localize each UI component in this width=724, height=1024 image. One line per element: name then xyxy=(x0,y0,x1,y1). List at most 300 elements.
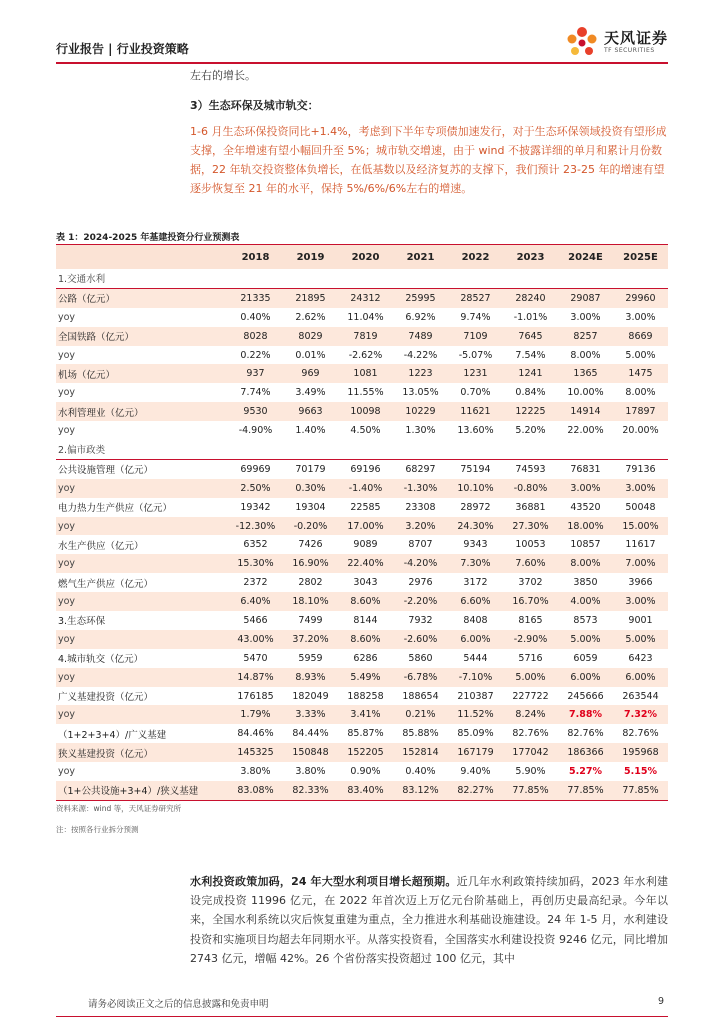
tf-securities-logo-icon xyxy=(564,24,600,60)
table-cell: 9001 xyxy=(628,614,653,626)
table-cell: 5.49% xyxy=(338,668,393,687)
table-cell: 83.40% xyxy=(338,781,393,800)
table-cell: 3.00% xyxy=(558,479,613,498)
table-cell: 5.00% xyxy=(503,668,558,687)
table-cell: 10.10% xyxy=(448,479,503,498)
table-cell: 11617 xyxy=(625,539,656,551)
table-cell: 17897 xyxy=(613,402,668,421)
table-cell: 77.85% xyxy=(503,781,558,800)
table-cell: 3.80% xyxy=(295,766,326,778)
table-cell: 188258 xyxy=(347,690,384,702)
table-cell: 152814 xyxy=(393,743,448,762)
table-cell: 2372 xyxy=(243,577,268,589)
table-cell xyxy=(338,269,393,288)
table-cell: 8144 xyxy=(353,614,378,626)
table-cell: 5959 xyxy=(298,652,323,664)
table-cell: 20.00% xyxy=(622,425,659,437)
table-cell: 176185 xyxy=(237,690,274,702)
table-cell: 82.76% xyxy=(622,728,659,740)
table-row xyxy=(56,743,668,762)
intro-line: 左右的增长。 xyxy=(190,69,256,82)
table-cell: 5716 xyxy=(518,652,543,664)
table-cell: 77.85% xyxy=(613,781,668,800)
table-cell: 16.90% xyxy=(283,554,338,573)
row-label: yoy xyxy=(58,387,76,399)
table-cell: 7.00% xyxy=(613,554,668,573)
table-cell: 7.54% xyxy=(515,349,546,361)
table-cell: 15.30% xyxy=(228,554,283,573)
table-cell: 0.01% xyxy=(295,349,326,361)
row-label: yoy xyxy=(58,349,76,361)
table-cell: 8029 xyxy=(283,327,338,346)
table-cell xyxy=(558,269,613,288)
table-row xyxy=(56,327,668,346)
table-cell: 6352 xyxy=(243,539,268,551)
table-cell: 21335 xyxy=(228,288,283,307)
table-cell: 152205 xyxy=(338,743,393,762)
table-cell: 9663 xyxy=(283,402,338,421)
table-cell: 27.30% xyxy=(503,517,558,536)
table-cell: 28240 xyxy=(503,288,558,307)
table-header-cell: 2020 xyxy=(338,245,393,270)
table-header-cell: 2019 xyxy=(283,245,338,270)
table-cell: 8669 xyxy=(613,327,668,346)
table-cell: 3.00% xyxy=(625,311,656,323)
row-label: yoy xyxy=(58,766,76,778)
logo-cn-text: 天风证券 xyxy=(603,28,668,47)
table-cell: 15.00% xyxy=(613,517,668,536)
table-cell: 11.55% xyxy=(347,387,384,399)
table-cell: 6.00% xyxy=(613,668,668,687)
table-cell: 2802 xyxy=(298,577,323,589)
table-cell: 75194 xyxy=(460,463,491,475)
table-cell: 7.74% xyxy=(240,387,271,399)
table-cell: 7.88% xyxy=(558,705,613,724)
table-cell: 9.40% xyxy=(460,766,491,778)
table-cell: 5.27% xyxy=(569,766,602,778)
table-cell xyxy=(613,440,668,459)
table-header-cell xyxy=(56,245,228,270)
row-label: 机场（亿元） xyxy=(56,364,228,383)
table-cell: 1231 xyxy=(448,364,503,383)
table-cell: 28972 xyxy=(460,501,491,513)
table-cell: 85.87% xyxy=(347,728,384,740)
table-cell: 69969 xyxy=(240,463,271,475)
table-cell xyxy=(338,440,393,459)
table-cell: 29087 xyxy=(558,288,613,307)
table-cell: 25995 xyxy=(393,288,448,307)
table-cell: 43.00% xyxy=(228,630,283,649)
table-cell: 5470 xyxy=(243,652,268,664)
row-label: （1+公共设施+3+4）/狭义基建 xyxy=(56,781,228,800)
table-cell: 82.76% xyxy=(512,728,549,740)
table-cell: 7109 xyxy=(448,327,503,346)
table-cell: 0.22% xyxy=(240,349,271,361)
table-cell: 10098 xyxy=(338,402,393,421)
table-cell: 50048 xyxy=(625,501,656,513)
table-cell: 6.00% xyxy=(448,630,503,649)
table-cell: 7645 xyxy=(503,327,558,346)
table-header-cell: 2023 xyxy=(503,245,558,270)
table-cell: 12225 xyxy=(503,402,558,421)
table-row xyxy=(56,421,668,440)
table-cell: 3.80% xyxy=(240,766,271,778)
table-cell: 0.40% xyxy=(405,766,436,778)
table-cell: 69196 xyxy=(350,463,381,475)
table-cell: 82.76% xyxy=(567,728,604,740)
table-cell: 4.00% xyxy=(558,592,613,611)
table-cell: 195968 xyxy=(613,743,668,762)
table-cell: 167179 xyxy=(448,743,503,762)
table-cell: 8.00% xyxy=(625,387,656,399)
table-cell: 3.00% xyxy=(613,592,668,611)
table-cell: 8028 xyxy=(228,327,283,346)
table-cell: 22.00% xyxy=(567,425,604,437)
table-cell xyxy=(448,269,503,288)
table-note: 注：按照各行业拆分预测 xyxy=(56,825,139,834)
table-cell: 13.05% xyxy=(402,387,439,399)
table-cell: 29960 xyxy=(613,288,668,307)
table-cell: 5466 xyxy=(243,614,268,626)
table-cell: 70179 xyxy=(295,463,326,475)
table-cell: 5.00% xyxy=(613,630,668,649)
table-row xyxy=(56,705,668,724)
table-row xyxy=(56,269,668,288)
row-label: yoy xyxy=(58,311,76,323)
table-cell: 14.87% xyxy=(228,668,283,687)
row-label: 水生产供应（亿元） xyxy=(58,540,144,552)
table-cell: -2.60% xyxy=(393,630,448,649)
table-cell: 0.21% xyxy=(393,705,448,724)
row-label: 3.生态环保 xyxy=(58,616,106,628)
table-row xyxy=(56,517,668,536)
table-cell: 24.30% xyxy=(448,517,503,536)
table-cell: 3.00% xyxy=(613,479,668,498)
table-cell: -2.20% xyxy=(393,592,448,611)
table-cell: 79136 xyxy=(625,463,656,475)
table-cell: 8573 xyxy=(573,614,598,626)
table-cell: 3850 xyxy=(573,577,598,589)
table-cell: 1.30% xyxy=(405,425,436,437)
table-cell: 37.20% xyxy=(283,630,338,649)
row-label: yoy xyxy=(56,630,228,649)
table-cell: 0.40% xyxy=(240,311,271,323)
company-logo xyxy=(564,22,668,62)
table-cell: 7426 xyxy=(298,539,323,551)
table-cell: 10.00% xyxy=(567,387,604,399)
table-cell: 23308 xyxy=(405,501,436,513)
table-row xyxy=(56,440,668,459)
table-cell: 17.00% xyxy=(338,517,393,536)
row-label: 水利管理业（亿元） xyxy=(56,402,228,421)
table-cell: 8408 xyxy=(463,614,488,626)
table-cell: 1475 xyxy=(613,364,668,383)
table-cell: 18.10% xyxy=(283,592,338,611)
table-cell: 68297 xyxy=(405,463,436,475)
table-cell: -2.62% xyxy=(348,349,383,361)
table-cell: 5444 xyxy=(463,652,488,664)
table-cell: 8.24% xyxy=(503,705,558,724)
table-row xyxy=(56,364,668,383)
table-cell xyxy=(228,269,283,288)
table-row xyxy=(56,592,668,611)
table-cell: 9089 xyxy=(353,539,378,551)
table-cell: 82.27% xyxy=(448,781,503,800)
table-header-cell: 2024E xyxy=(558,245,613,270)
table-cell: 0.70% xyxy=(460,387,491,399)
table-cell: 85.88% xyxy=(402,728,439,740)
table-cell: 5.00% xyxy=(625,349,656,361)
page-number: 9 xyxy=(657,996,664,1007)
table-cell: 5860 xyxy=(408,652,433,664)
table-cell: -2.90% xyxy=(503,630,558,649)
table-cell: 43520 xyxy=(570,501,601,513)
table-cell: 7.32% xyxy=(613,705,668,724)
table-cell xyxy=(503,440,558,459)
table-header-cell: 2022 xyxy=(448,245,503,270)
row-label: yoy xyxy=(56,668,228,687)
table-source: 资料来源：wind 等，天风证券研究所 xyxy=(56,804,182,813)
table-row xyxy=(56,762,668,781)
table-cell: 83.08% xyxy=(228,781,283,800)
table-caption: 表 1：2024-2025 年基建投资分行业预测表 xyxy=(56,233,240,243)
table-cell: 210387 xyxy=(457,690,494,702)
table-cell: 4.50% xyxy=(350,425,381,437)
table-cell: 85.09% xyxy=(457,728,494,740)
table-cell: 1081 xyxy=(338,364,393,383)
table-cell: -1.01% xyxy=(513,311,548,323)
row-label: 公路（亿元） xyxy=(56,288,228,307)
table-cell: -7.10% xyxy=(448,668,503,687)
table-cell: 14914 xyxy=(558,402,613,421)
footer-disclaimer: 请务必阅读正文之后的信息披露和免责申明 xyxy=(88,999,269,1010)
table-cell: 84.46% xyxy=(237,728,274,740)
footer-divider xyxy=(56,1016,668,1017)
table-cell xyxy=(393,440,448,459)
table-header-cell: 2018 xyxy=(228,245,283,270)
table-cell: 8.93% xyxy=(283,668,338,687)
table-row xyxy=(56,498,668,517)
paragraph-lead: 水利投资政策加码，24 年大型水利项目增长超预期。 xyxy=(190,875,457,888)
table-cell: 3.00% xyxy=(570,311,601,323)
table-cell: 2976 xyxy=(408,577,433,589)
table-cell: 21895 xyxy=(283,288,338,307)
table-cell: 9343 xyxy=(463,539,488,551)
forecast-table xyxy=(56,244,668,801)
table-cell: 6.60% xyxy=(448,592,503,611)
table-row xyxy=(56,649,668,668)
row-label: 燃气生产供应（亿元） xyxy=(58,578,154,590)
table-cell xyxy=(283,440,338,459)
row-label: 广义基建投资（亿元） xyxy=(58,692,154,704)
table-row xyxy=(56,573,668,592)
table-row xyxy=(56,308,668,327)
table-cell: -4.22% xyxy=(403,349,438,361)
row-label: 2.偏市政类 xyxy=(56,440,228,459)
table-row xyxy=(56,554,668,573)
table-cell: 7499 xyxy=(298,614,323,626)
table-cell: 83.12% xyxy=(393,781,448,800)
table-cell xyxy=(448,440,503,459)
table-cell: 182049 xyxy=(292,690,329,702)
table-cell: -12.30% xyxy=(228,517,283,536)
table-cell: 150848 xyxy=(283,743,338,762)
table-row xyxy=(56,781,668,800)
table-cell: -0.20% xyxy=(283,517,338,536)
row-label: 4.城市轨交（亿元） xyxy=(58,654,144,666)
table-cell: 19304 xyxy=(295,501,326,513)
table-row xyxy=(56,459,668,478)
table-cell: 6.00% xyxy=(558,668,613,687)
row-label: 公共设施管理（亿元） xyxy=(58,465,154,477)
table-cell: 7.30% xyxy=(448,554,503,573)
row-label: 狭义基建投资（亿元） xyxy=(56,743,228,762)
table-cell: 3172 xyxy=(463,577,488,589)
table-cell: 8165 xyxy=(518,614,543,626)
table-cell: 7489 xyxy=(393,327,448,346)
table-cell: 3.33% xyxy=(283,705,338,724)
table-cell xyxy=(283,269,338,288)
table-cell: 1.40% xyxy=(295,425,326,437)
table-cell: 2.62% xyxy=(295,311,326,323)
table-cell: 145325 xyxy=(228,743,283,762)
table-cell: 18.00% xyxy=(558,517,613,536)
table-cell xyxy=(558,440,613,459)
intro-paragraph: 1-6 月生态环保投资同比+1.4%，考虑到下半年专项债加速发行，对于生态环保领域投资有望形成支撑，全年增速有望小幅回升至 5%；城市轨交增速，由于 wind 不披露详细的单月和累计月份数据，22 年轨交投资整体负增长，在低基数以及经济复苏的支撑下，我们预计 23-25 年的增速有望逐步恢复至 21 年的水平，保持 5%/6%/6%左右的增速。 xyxy=(190,125,667,195)
table-cell: 1.79% xyxy=(228,705,283,724)
table-cell: 10857 xyxy=(570,539,601,551)
table-cell: 10229 xyxy=(393,402,448,421)
table-row xyxy=(56,724,668,743)
table-cell: 0.90% xyxy=(350,766,381,778)
table-cell: 24312 xyxy=(338,288,393,307)
table-cell: 937 xyxy=(228,364,283,383)
table-cell: 3043 xyxy=(353,577,378,589)
table-cell: 188654 xyxy=(402,690,439,702)
table-cell xyxy=(393,269,448,288)
water-policy-paragraph xyxy=(190,872,668,968)
table-cell: 19342 xyxy=(240,501,271,513)
table-row xyxy=(56,630,668,649)
table-cell: 3.49% xyxy=(295,387,326,399)
table-cell: 10053 xyxy=(515,539,546,551)
table-cell: 9530 xyxy=(228,402,283,421)
table-cell: 3702 xyxy=(518,577,543,589)
table-cell: 3.20% xyxy=(393,517,448,536)
table-cell: 245666 xyxy=(567,690,604,702)
table-cell: 1365 xyxy=(558,364,613,383)
table-cell: 8707 xyxy=(408,539,433,551)
table-header-cell: 2021 xyxy=(393,245,448,270)
table-cell: 9.74% xyxy=(460,311,491,323)
table-cell: 6286 xyxy=(353,652,378,664)
table-row xyxy=(56,611,668,630)
table-cell: 8.00% xyxy=(570,349,601,361)
table-cell: 11.04% xyxy=(347,311,384,323)
table-cell: 28527 xyxy=(448,288,503,307)
table-cell xyxy=(228,440,283,459)
table-cell: 82.33% xyxy=(283,781,338,800)
row-label: yoy xyxy=(56,592,228,611)
paragraph-body: 近几年水利政策持续加码，2023 年水利建设完成投资 11996 亿元，在 2022 年首次迈上万亿元台阶基础上，再创历史最高纪录。今年以来，全国水利系统以灾后恢复重建为重点，全力推进水利基础设施建设。24 年 1-5 月，水利建设投资和实施项目均超去年同期水平。从落实投资看，全国落实水利建设投资 9246 亿元，同比增加 2743 亿元，增幅 42%。26 个省份落实投资超过 100 亿元，其中 xyxy=(190,875,668,965)
table-cell: 6059 xyxy=(573,652,598,664)
table-cell: -0.80% xyxy=(503,479,558,498)
table-cell: 7819 xyxy=(338,327,393,346)
row-label: （1+2+3+4）/广义基建 xyxy=(58,729,167,741)
table-cell: -5.07% xyxy=(458,349,493,361)
table-cell: 3.41% xyxy=(338,705,393,724)
table-cell: 263544 xyxy=(622,690,659,702)
header-divider xyxy=(56,62,668,64)
report-category: 行业报告 | 行业投资策略 xyxy=(56,42,189,56)
row-label: yoy xyxy=(56,705,228,724)
table-row xyxy=(56,402,668,421)
table-cell xyxy=(503,269,558,288)
row-label: 1.交通水利 xyxy=(56,269,228,288)
table-cell: 84.44% xyxy=(292,728,329,740)
table-row xyxy=(56,479,668,498)
table-cell: 16.70% xyxy=(503,592,558,611)
row-label: 全国铁路（亿元） xyxy=(56,327,228,346)
table-row xyxy=(56,668,668,687)
table-cell: 13.60% xyxy=(457,425,494,437)
row-label: yoy xyxy=(58,425,76,437)
table-cell: -1.40% xyxy=(338,479,393,498)
table-row xyxy=(56,288,668,307)
table-cell: 36881 xyxy=(515,501,546,513)
table-cell: -4.90% xyxy=(238,425,273,437)
table-cell: 5.90% xyxy=(515,766,546,778)
table-cell: -4.20% xyxy=(393,554,448,573)
table-cell: 77.85% xyxy=(558,781,613,800)
table-row xyxy=(56,346,668,365)
row-label: 电力热力生产供应（亿元） xyxy=(58,503,173,515)
table-cell: 5.00% xyxy=(558,630,613,649)
table-cell: 22585 xyxy=(350,501,381,513)
table-row xyxy=(56,535,668,554)
table-cell: 74593 xyxy=(515,463,546,475)
table-cell: 1223 xyxy=(393,364,448,383)
table-cell: 8.00% xyxy=(558,554,613,573)
table-cell: 6.40% xyxy=(228,592,283,611)
table-cell: 22.40% xyxy=(338,554,393,573)
table-cell: 6.92% xyxy=(405,311,436,323)
row-label: yoy xyxy=(56,554,228,573)
table-cell: 969 xyxy=(283,364,338,383)
section-heading: 3）生态环保及城市轨交： xyxy=(190,99,319,112)
table-header-cell: 2025E xyxy=(613,245,668,270)
table-cell: 177042 xyxy=(503,743,558,762)
table-cell: -6.78% xyxy=(393,668,448,687)
table-cell: 8.60% xyxy=(338,630,393,649)
table-cell: 0.30% xyxy=(283,479,338,498)
table-cell: 7.60% xyxy=(503,554,558,573)
table-cell: 7932 xyxy=(408,614,433,626)
table-cell: 2.50% xyxy=(228,479,283,498)
row-label: yoy xyxy=(56,517,228,536)
table-cell: 11621 xyxy=(448,402,503,421)
table-row xyxy=(56,383,668,402)
table-cell: 8257 xyxy=(558,327,613,346)
table-header-row xyxy=(56,245,668,270)
table-cell: 8.60% xyxy=(338,592,393,611)
table-cell: 5.15% xyxy=(624,766,657,778)
table-cell: 1241 xyxy=(503,364,558,383)
table-cell: 186366 xyxy=(558,743,613,762)
logo-en-text: TF SECURITIES xyxy=(603,46,655,54)
table-cell: 76831 xyxy=(570,463,601,475)
table-cell xyxy=(613,269,668,288)
